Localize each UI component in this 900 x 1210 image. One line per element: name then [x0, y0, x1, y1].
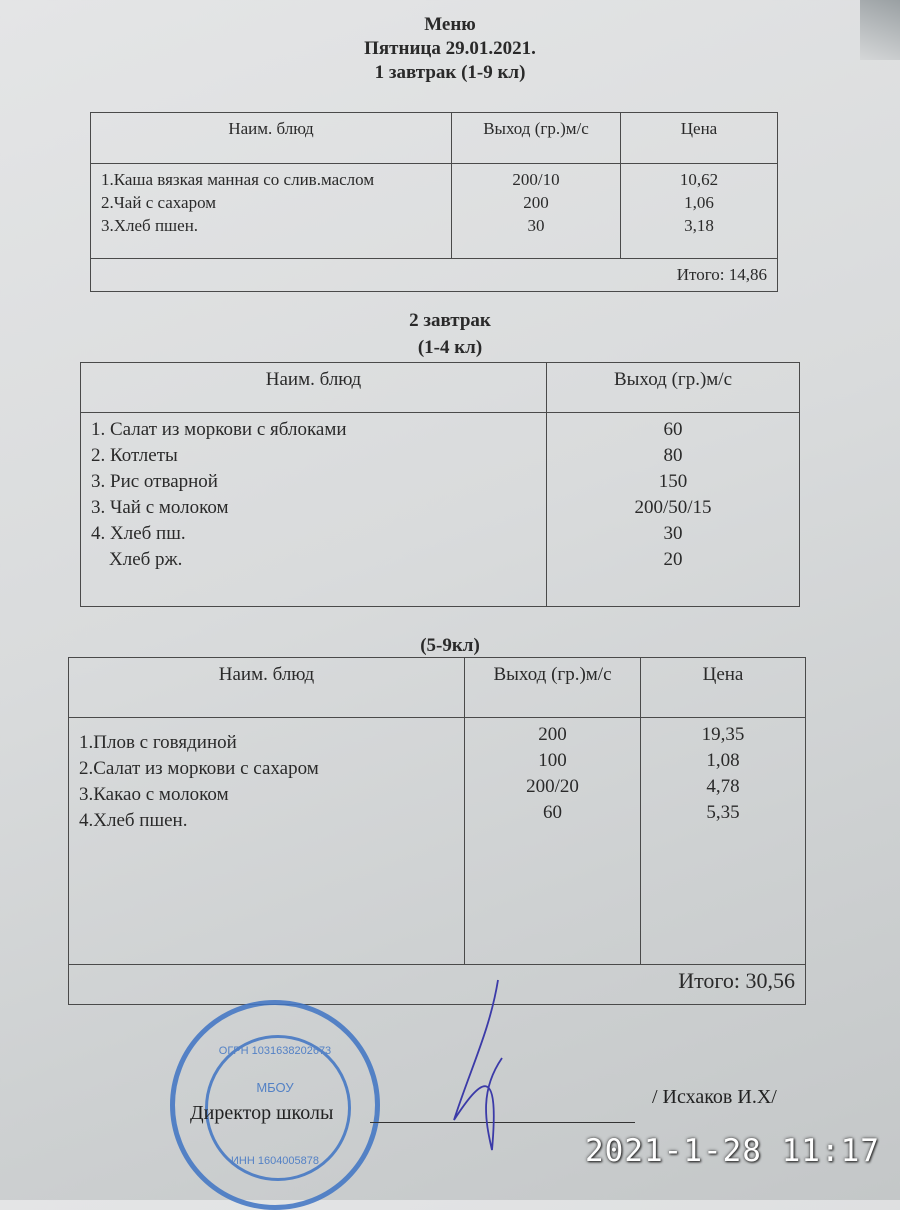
col-output: Выход (гр.)м/с [465, 658, 641, 718]
dish: 3.Хлеб пшен. [101, 216, 199, 235]
director-name: / Исхаков И.Х/ [652, 1086, 777, 1108]
output: 200/10 [512, 170, 560, 189]
output: 200 [523, 193, 549, 212]
price: 1,08 [706, 750, 740, 771]
output: 200/20 [526, 776, 579, 797]
stamp-ogrn: ОГРН 1031638202673 [218, 1045, 332, 1057]
dish: 2. Котлеты [91, 445, 178, 466]
dish: Хлеб рж. [109, 549, 183, 570]
breakfast1-table [90, 112, 778, 292]
dish: 3.Какао с молоком [79, 784, 229, 805]
senior-group-title: (5-9кл) [420, 635, 480, 656]
col-dish: Наим. блюд [91, 113, 452, 164]
dish: 2.Салат из моркови с сахаром [79, 758, 319, 779]
director-label: Директор школы [190, 1102, 334, 1124]
output: 20 [663, 549, 683, 570]
dish: 1. Салат из моркови с яблоками [91, 419, 347, 440]
dish: 1.Каша вязкая манная со слив.маслом [101, 170, 375, 189]
dish: 2.Чай с сахаром [101, 193, 217, 212]
output: 60 [543, 802, 562, 823]
output: 200 [538, 724, 567, 745]
output: 100 [538, 750, 567, 771]
output: 30 [663, 523, 683, 544]
dish-list [81, 413, 547, 607]
output: 80 [663, 445, 683, 466]
price-list [641, 718, 806, 965]
price: 3,18 [684, 216, 714, 235]
price: 19,35 [701, 724, 745, 745]
col-dish: Наим. блюд [69, 658, 465, 718]
stamp-org: МБОУ [256, 1080, 294, 1095]
dish: 4. Хлеб пш. [91, 523, 186, 544]
breakfast2-group: (1-4 кл) [417, 337, 483, 358]
breakfast2-title: 2 завтрак [409, 310, 491, 331]
output-list [465, 718, 641, 965]
price: 1,06 [684, 193, 714, 212]
dish-list [69, 718, 465, 965]
output-list [547, 413, 800, 607]
output: 60 [663, 419, 683, 440]
col-output: Выход (гр.)м/с [547, 363, 800, 413]
col-price: Цена [621, 113, 778, 164]
dish: 1.Плов с говядиной [79, 732, 237, 753]
output: 30 [527, 216, 545, 235]
breakfast1-title: 1 завтрак (1-9 кл) [374, 62, 526, 83]
stamp-inn: ИНН 1604005878 [230, 1155, 320, 1167]
menu-title: Меню [424, 14, 476, 35]
breakfast2-junior-table [80, 362, 800, 607]
col-output: Выход (гр.)м/с [452, 113, 621, 164]
breakfast2-senior-table [68, 657, 806, 1005]
output-list [452, 164, 621, 259]
dish: 4.Хлеб пшен. [79, 810, 188, 831]
price-list [621, 164, 778, 259]
col-dish: Наим. блюд [81, 363, 547, 413]
price: 4,78 [706, 776, 740, 797]
price: 5,35 [706, 802, 740, 823]
photo-timestamp: 2021-1-28 11:17 [585, 1133, 880, 1169]
output: 200/50/15 [634, 497, 712, 518]
menu-date: Пятница 29.01.2021. [364, 38, 536, 59]
col-price: Цена [641, 658, 806, 718]
price: 10,62 [679, 170, 719, 189]
total: Итого: 30,56 [69, 965, 806, 1005]
dish-list [91, 164, 452, 259]
signature [440, 970, 530, 1160]
total: Итого: 14,86 [91, 259, 778, 292]
dish: 3. Рис отварной [91, 471, 218, 492]
output: 150 [658, 471, 688, 492]
dish: 3. Чай с молоком [91, 497, 229, 518]
